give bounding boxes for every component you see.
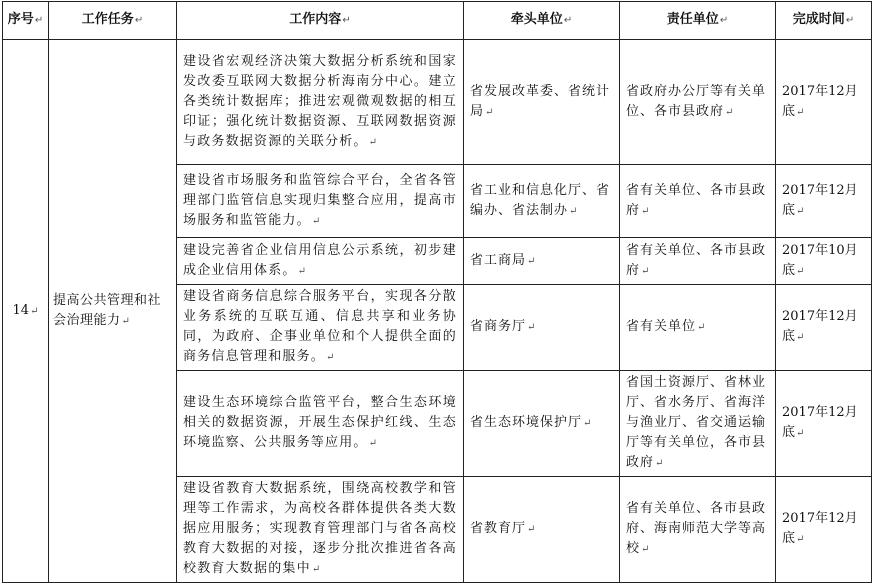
paragraph-mark: ↵ xyxy=(796,205,805,217)
paragraph-mark: ↵ xyxy=(583,418,593,429)
row-lead-unit: 省生态环境保护厅↵ xyxy=(464,371,620,477)
row-lead-unit: 省商务厅↵ xyxy=(464,285,620,371)
paragraph-mark: ↵ xyxy=(368,438,379,449)
row-lead-unit: 省教育厅↵ xyxy=(464,477,620,583)
header-resp-unit: 责任单位↵ xyxy=(620,2,776,40)
header-content: 工作内容↵ xyxy=(177,2,464,40)
row-resp-unit: 省有关单位、各市县政府、海南师范大学等高校↵ xyxy=(620,477,776,583)
paragraph-mark: ↵ xyxy=(527,255,537,267)
paragraph-mark: ↵ xyxy=(485,106,495,118)
header-task: 工作任务↵ xyxy=(49,2,177,40)
paragraph-mark: ↵ xyxy=(311,215,322,227)
group-number: 14↵ xyxy=(3,40,49,583)
paragraph-mark: ↵ xyxy=(655,458,665,469)
paragraph-mark: ↵ xyxy=(796,428,805,439)
row-deadline: 2017年12月底↵ xyxy=(776,371,872,477)
header-row xyxy=(3,2,872,40)
paragraph-mark: ↵ xyxy=(641,205,651,217)
row-deadline: 2017年12月底↵ xyxy=(776,477,872,583)
row-deadline: 2017年10月底↵ xyxy=(776,238,872,285)
paragraph-mark: ↵ xyxy=(641,544,651,555)
paragraph-mark: ↵ xyxy=(796,265,805,277)
paragraph-mark: ↵ xyxy=(796,534,805,545)
row-resp-unit: 省有关单位、各市县政府↵ xyxy=(620,165,776,238)
row-content: 建设完善省企业信用信息公示系统，初步建成企业信用体系。↵ xyxy=(177,238,464,285)
paragraph-mark: ↵ xyxy=(527,524,537,535)
row-resp-unit: 省有关单位、各市县政府↵ xyxy=(620,238,776,285)
row-content: 建设省商务信息综合服务平台，实现各分散业务系统的互联互通、信息共享和业务协同，为政府、企事业单位和个人提供全面的商务信息管理和服务。↵ xyxy=(177,285,464,371)
paragraph-mark: ↵ xyxy=(527,322,537,333)
row-lead-unit: 省发展改革委、省统计局↵ xyxy=(464,40,620,165)
row-content: 建设省市场服务和监管综合平台，全省各管理部门监管信息实现归集整合应用，提高市场服务和监管能力。↵ xyxy=(177,165,464,238)
paragraph-mark: ↵ xyxy=(725,106,735,118)
row-resp-unit: 省有关单位↵ xyxy=(620,285,776,371)
row-deadline: 2017年12月底↵ xyxy=(776,165,872,238)
paragraph-mark: ↵ xyxy=(796,332,805,343)
row-content: 建设省宏观经济决策大数据分析系统和国家发改委互联网大数据分析海南分中心。建立各类统计数据库；推进宏观微观数据的相互印证；强化统计数据资源、互联网数据资源与政务数据资源的关联分析。↵ xyxy=(177,40,464,165)
header-num: 序号↵ xyxy=(3,2,49,40)
paragraph-mark: ↵ xyxy=(796,106,805,118)
work-task-table xyxy=(2,1,872,583)
row-resp-unit: 省政府办公厅等有关单位、各市县政府↵ xyxy=(620,40,776,165)
paragraph-mark: ↵ xyxy=(326,352,336,363)
table-row xyxy=(3,40,872,165)
paragraph-mark: ↵ xyxy=(641,265,651,277)
row-content: 建设生态环境综合监管平台，整合生态环境相关的数据资源，开展生态保护红线、生态环境监察、公共服务等应用。↵ xyxy=(177,371,464,477)
paragraph-mark: ↵ xyxy=(311,564,322,575)
paragraph-mark: ↵ xyxy=(697,322,707,333)
row-lead-unit: 省工商局↵ xyxy=(464,238,620,285)
group-task: 提高公共管理和社会治理能力↵ xyxy=(49,40,177,583)
row-content: 建设省教育大数据系统，围绕高校教学和管理等工作需求，为高校各群体提供各类大数据应用服务；实现教育管理部门与省各高校教育大数据的对接，逐步分批次推进省各高校教育大数据的集中↵ xyxy=(177,477,464,583)
paragraph-mark: ↵ xyxy=(297,265,308,277)
paragraph-mark: ↵ xyxy=(569,205,579,217)
header-lead-unit: 牵头单位↵ xyxy=(464,2,620,40)
header-deadline: 完成时间↵ xyxy=(776,2,872,40)
row-deadline: 2017年12月底↵ xyxy=(776,40,872,165)
row-resp-unit: 省国土资源厅、省林业厅、省水务厅、省海洋与渔业厅、省交通运输厅等有关单位，各市县政府↵ xyxy=(620,371,776,477)
paragraph-mark: ↵ xyxy=(368,136,379,148)
row-deadline: 2017年12月底↵ xyxy=(776,285,872,371)
row-lead-unit: 省工业和信息化厅、省编办、省法制办↵ xyxy=(464,165,620,238)
